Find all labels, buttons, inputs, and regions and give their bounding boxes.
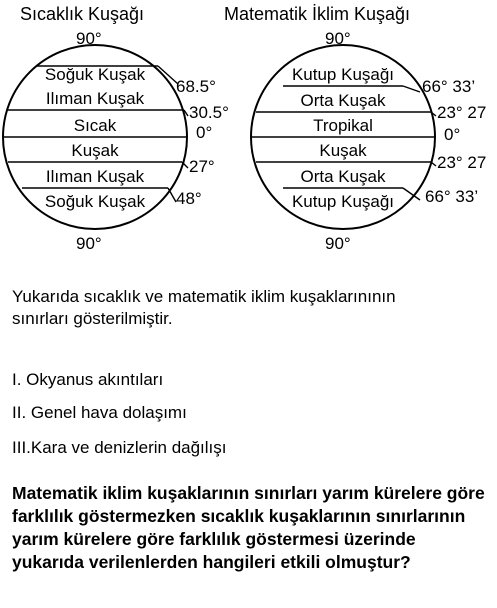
intro-line-1: Yukarıda sıcaklık ve matematik iklim kuşaklarınının: [12, 287, 396, 306]
right-zone-tropical-upper: Tropikal: [313, 116, 373, 135]
right-boundary-south-23: 23° 27: [437, 153, 487, 172]
right-zone-south-polar: Kutup Kuşağı: [291, 192, 395, 211]
right-top-label: 90°: [325, 29, 351, 48]
left-zone-hot-lower: Kuşak: [71, 141, 119, 160]
right-zone-north-middle: Orta Kuşak: [300, 91, 386, 110]
right-diagram-title: Matematik İklim Kuşağı: [224, 4, 411, 24]
right-pointer-north-66: [403, 86, 420, 92]
left-boundary-30-5: 30.5°: [189, 103, 229, 122]
right-boundary-pointers: [403, 86, 436, 200]
right-zone-south-middle: Orta Kuşak: [300, 167, 386, 186]
right-boundary-north-66: 66° 33’: [422, 77, 476, 96]
left-top-label: 90°: [76, 29, 102, 48]
option-2: II. Genel hava dolaşımı: [12, 403, 187, 422]
temperature-zones-diagram: [3, 4, 229, 253]
left-boundary-48: 48°: [176, 189, 202, 208]
left-boundary-27: 27°: [189, 157, 215, 176]
left-zone-north-cold: Soğuk Kuşak: [44, 65, 146, 84]
option-1: I. Okyanus akıntıları: [12, 370, 164, 389]
left-pointer-48: [168, 188, 176, 202]
right-boundary-south-66: 66° 33’: [425, 187, 479, 206]
right-zone-tropical-lower: Kuşak: [319, 141, 367, 160]
left-boundary-0: 0°: [196, 123, 213, 142]
right-bottom-label: 90°: [325, 234, 351, 253]
question-text: Matematik iklim kuşaklarının sınırları yarım kürelere göre farklılık göstermezken sıcaklık kuşaklarının sınırlarının yarım kürelere göre farklılık göstermesi üzerinde yukarıda verilenlerden hangileri etkili olmuştur?: [12, 483, 485, 572]
right-boundary-0: 0°: [444, 125, 461, 144]
left-bottom-label: 90°: [76, 234, 102, 253]
right-boundary-north-23: 23° 27: [437, 103, 487, 122]
left-zone-hot-upper: Sıcak: [73, 116, 117, 135]
left-zone-south-cold: Soğuk Kuşak: [44, 192, 146, 211]
climate-zones-diagram: [0, 0, 497, 262]
option-3: III.Kara ve denizlerin dağılışı: [12, 438, 227, 457]
left-diagram-title: Sıcaklık Kuşağı: [20, 4, 145, 24]
left-zone-south-temperate: Ilıman Kuşak: [45, 167, 145, 186]
left-boundary-68-5: 68.5°: [176, 77, 216, 96]
right-zone-north-polar: Kutup Kuşağı: [291, 65, 395, 84]
mathematical-zones-diagram: [224, 4, 486, 253]
left-zone-north-temperate: Ilıman Kuşak: [45, 89, 145, 108]
intro-line-2: sınırları gösterilmiştir.: [12, 309, 173, 328]
